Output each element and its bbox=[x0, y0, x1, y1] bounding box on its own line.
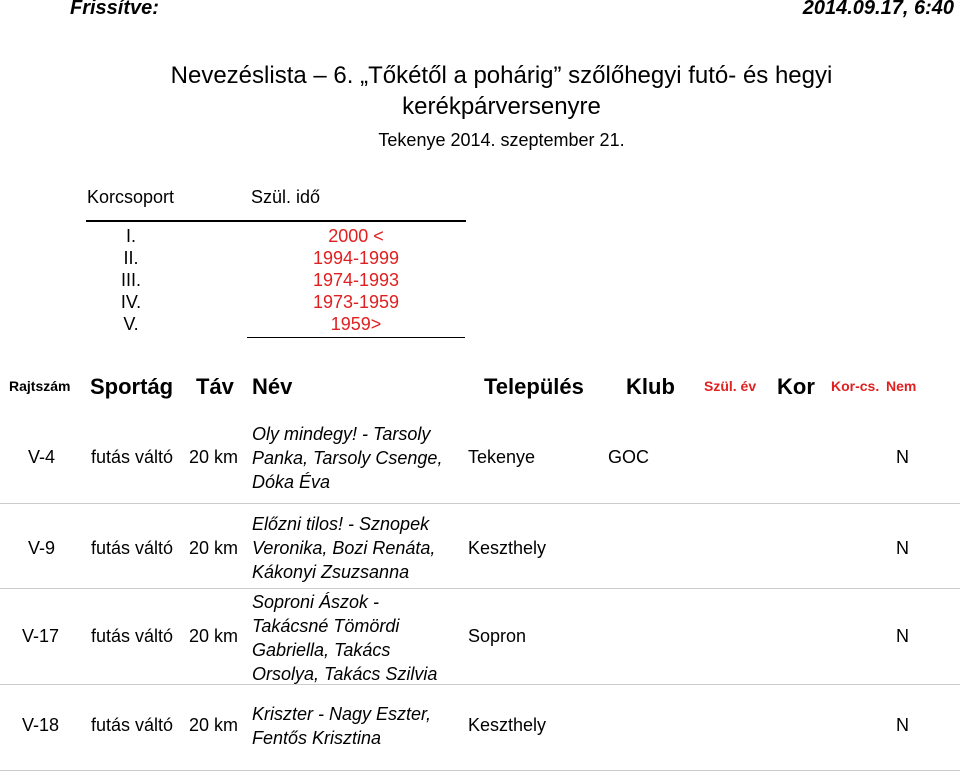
category-header-rule bbox=[86, 220, 466, 222]
cell-nev bbox=[252, 422, 442, 494]
col-header-kor: Kor bbox=[777, 374, 815, 399]
name-line: Kriszter - Nagy Eszter, bbox=[252, 704, 432, 724]
update-datetime: 2014.09.17, 6:40 bbox=[802, 0, 954, 19]
col-header-rajtszam: Rajtszám bbox=[9, 378, 71, 394]
col-header-szulev: Szül. év bbox=[704, 378, 757, 394]
name-line: Fentős Krisztina bbox=[252, 728, 382, 748]
name-line: Orsolya, Takács Szilvia bbox=[252, 664, 438, 684]
name-line: Oly mindegy! - Tarsoly bbox=[252, 424, 431, 444]
row-divider bbox=[0, 588, 960, 589]
cell-sportag: futás váltó bbox=[91, 715, 174, 735]
cell-nev bbox=[252, 590, 437, 686]
cell-rajtszam: V-17 bbox=[22, 626, 60, 646]
category-roman: III. bbox=[120, 270, 141, 290]
name-line: Előzni tilos! - Sznopek bbox=[252, 514, 430, 534]
cell-nem: N bbox=[896, 447, 909, 467]
cell-nev bbox=[252, 512, 435, 584]
cell-nem: N bbox=[896, 626, 909, 646]
cell-rajtszam: V-4 bbox=[28, 447, 56, 467]
cell-tav: 20 km bbox=[189, 538, 239, 558]
category-years: 1994-1999 bbox=[312, 248, 400, 268]
cell-tav: 20 km bbox=[189, 626, 239, 646]
col-header-klub: Klub bbox=[626, 374, 675, 399]
row-divider bbox=[0, 770, 960, 771]
name-line: Takácsné Tömördi bbox=[252, 616, 400, 636]
category-years: 2000 < bbox=[328, 226, 384, 246]
name-line: Kákonyi Zsuzsanna bbox=[252, 562, 410, 582]
category-roman: V. bbox=[123, 314, 139, 334]
category-years: 1973-1959 bbox=[312, 292, 400, 312]
row-divider bbox=[0, 684, 960, 685]
cell-tav: 20 km bbox=[189, 447, 239, 467]
category-header-year: Szül. idő bbox=[251, 187, 321, 207]
name-line: Panka, Tarsoly Csenge, bbox=[252, 448, 443, 468]
update-label: Frissítve: bbox=[70, 0, 159, 19]
col-header-nev: Név bbox=[252, 374, 293, 399]
cell-telepules: Keszthely bbox=[468, 538, 547, 558]
col-header-nem: Nem bbox=[886, 378, 917, 394]
cell-tav: 20 km bbox=[189, 715, 239, 735]
cell-rajtszam: V-18 bbox=[22, 715, 60, 735]
page-title: Nevezéslista – 6. „Tőkétől a pohárig” szőlőhegyi futó- és hegyi bbox=[170, 62, 833, 89]
category-roman: II. bbox=[123, 248, 139, 268]
category-roman: IV. bbox=[120, 292, 142, 312]
page-title-line2: kerékpárversenyre bbox=[402, 93, 601, 120]
cell-telepules: Sopron bbox=[468, 626, 527, 646]
cell-klub: GOC bbox=[608, 447, 650, 467]
cell-telepules: Keszthely bbox=[468, 715, 547, 735]
col-header-korcs: Kor-cs. bbox=[831, 378, 880, 394]
category-years: 1974-1993 bbox=[312, 270, 400, 290]
col-header-tav: Táv bbox=[196, 374, 234, 399]
name-line: Dóka Éva bbox=[252, 472, 331, 492]
col-header-sportag: Sportág bbox=[90, 374, 174, 399]
category-header-group: Korcsoport bbox=[87, 187, 175, 207]
cell-rajtszam: V-9 bbox=[28, 538, 56, 558]
cell-telepules: Tekenye bbox=[468, 447, 536, 467]
cell-nem: N bbox=[896, 538, 909, 558]
cell-sportag: futás váltó bbox=[91, 447, 174, 467]
category-roman: I. bbox=[125, 226, 136, 246]
category-bottom-rule bbox=[247, 337, 465, 338]
row-divider bbox=[0, 503, 960, 504]
name-line: Soproni Ászok - bbox=[252, 592, 380, 612]
name-line: Gabriella, Takács bbox=[252, 640, 391, 660]
cell-sportag: futás váltó bbox=[91, 626, 174, 646]
cell-nev bbox=[252, 702, 431, 750]
name-line: Veronika, Bozi Renáta, bbox=[252, 538, 436, 558]
col-header-telepules: Település bbox=[484, 374, 584, 399]
cell-nem: N bbox=[896, 715, 909, 735]
page-subtitle: Tekenye 2014. szeptember 21. bbox=[378, 130, 625, 150]
cell-sportag: futás váltó bbox=[91, 538, 174, 558]
category-years: 1959> bbox=[330, 314, 382, 334]
